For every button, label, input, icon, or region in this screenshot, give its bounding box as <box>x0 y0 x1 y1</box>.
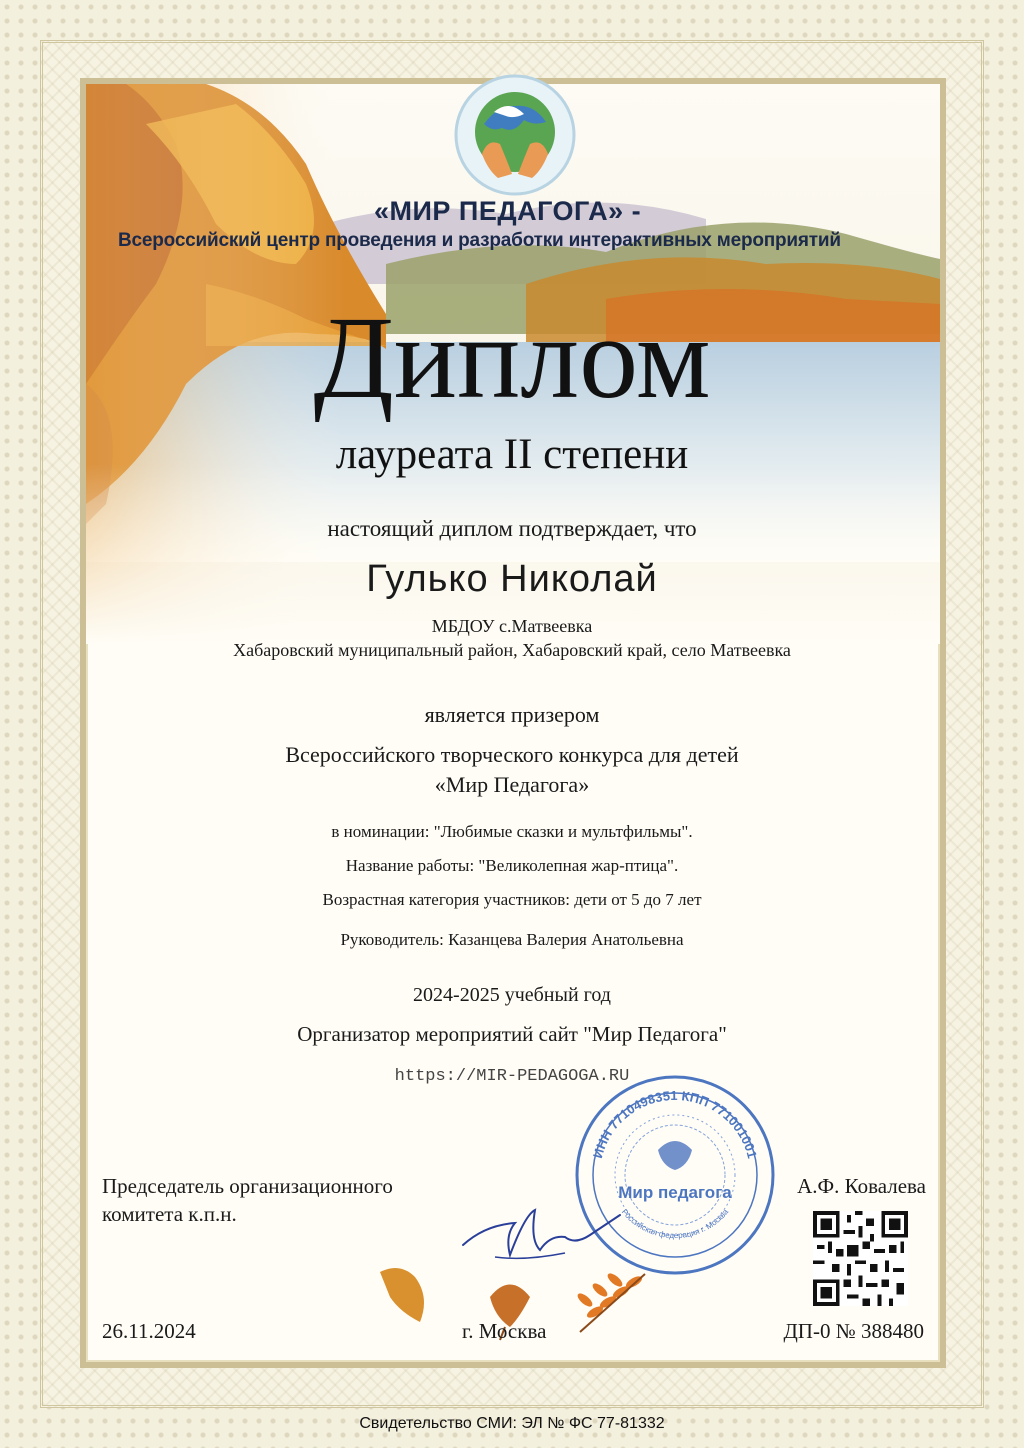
chair-title-line1: Председатель организационного <box>102 1174 393 1198</box>
age-category: Возрастная категория участников: дети от 5 до 7 лет <box>322 890 702 909</box>
diploma-subtitle: лауреата II степени <box>335 431 689 478</box>
academic-year: 2024-2025 учебный год <box>413 984 611 1006</box>
stamp-center-text: Мир педагога <box>618 1183 732 1202</box>
media-certificate: Свидетельство СМИ: ЭЛ № ФС 77-81332 <box>359 1415 665 1432</box>
status-text: является призером <box>424 702 600 727</box>
organization-name: МБДОУ с.Матвеевка <box>431 616 593 636</box>
confirm-text: настоящий диплом подтверждает, что <box>327 516 697 541</box>
qr-code[interactable] <box>813 1211 908 1306</box>
contest-name-line1: Всероссийского творческого конкурса для детей <box>285 742 739 767</box>
issue-date: 26.11.2024 <box>102 1319 196 1343</box>
issue-city: г. Москва <box>462 1319 547 1343</box>
svg-text:Российская федерация г. Москва <box>620 1207 731 1240</box>
supervisor: Руководитель: Казанцева Валерия Анатольевна <box>340 930 684 949</box>
brand-title: «МИР ПЕДАГОГА» - <box>374 196 642 226</box>
organizer: Организатор мероприятий сайт "Мир Педагога" <box>297 1022 727 1046</box>
website-link[interactable]: https://MIR-PEDAGOGA.RU <box>394 1067 630 1086</box>
contest-name-line2: «Мир Педагога» <box>434 772 590 797</box>
document-number: ДП-0 № 388480 <box>783 1319 924 1343</box>
diploma-title: Диплом <box>313 292 711 423</box>
mir-pedagoga-logo <box>454 74 576 196</box>
signer-name: А.Ф. Ковалева <box>797 1174 926 1198</box>
organization-address: Хабаровский муниципальный район, Хабаровский край, село Матвеевка <box>233 640 791 660</box>
participant-name: Гулько Николай <box>366 558 658 600</box>
stamp-bottom-text: Российская федерация г. Москва <box>619 1207 731 1241</box>
brand-subtitle: Всероссийский центр проведения и разработки интерактивных мероприятий <box>118 230 841 251</box>
work-title: Название работы: "Великолепная жар-птица". <box>345 856 679 875</box>
chair-title-line2: комитета к.п.н. <box>102 1202 237 1226</box>
stamp-ring-text: ИНН 7710498351 КПП 771001001 <box>590 1087 760 1160</box>
nomination: в номинации: "Любимые сказки и мультфильмы". <box>331 822 693 841</box>
